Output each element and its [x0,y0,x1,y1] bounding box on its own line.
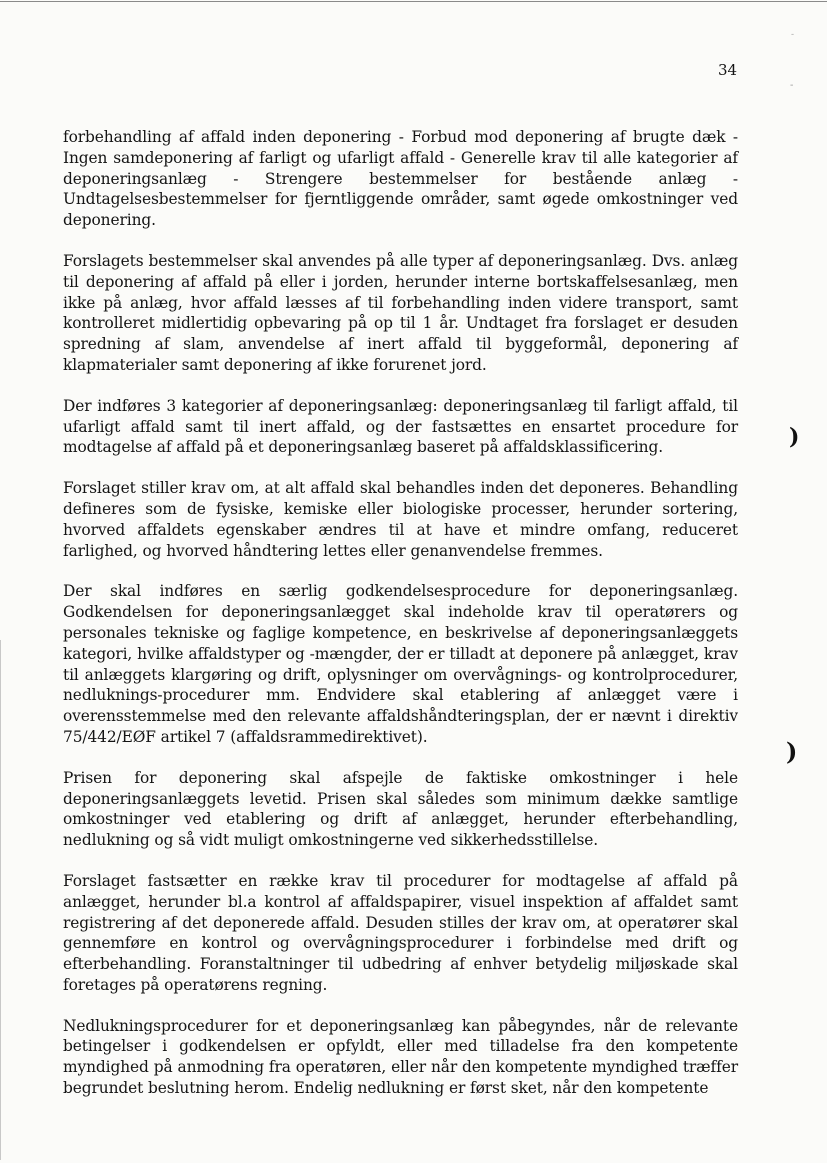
top-edge-rule [0,1,827,2]
paragraph-5: Der skal indføres en særlig godkendelsesprocedure for deponeringsanlæg. Godkendelsen for deponeringsanlægget skal indeholde krav til operatørers og personales tekniske og faglige kompetence, en beskrivelse af deponeringsanlæggets kategori, hvilke affaldstyper og -mængder, der er tilladt at deponere på anlægget, krav til anlæggets klargøring og drift, oplysninger om overvågnings- og kontrolprocedurer, nedluknings-procedurer mm. Endvidere skal etablering af anlægget være i overensstemmelse med den relevante affaldshåndteringsplan, der er nævnt i direktiv 75/442/EØF artikel 7 (affaldsrammedirektivet). [63,582,738,746]
paragraph-6: Prisen for deponering skal afspejle de faktiske omkostninger i hele deponeringsanlæggets levetid. Prisen skal således som minimum dække samtlige omkostninger ved etablering og drift af anlægget, herunder efterbehandling, nedlukning og så vidt muligt omkostningerne ved sikkerhedsstillelse. [63,768,738,850]
paragraph-8: Nedlukningsprocedurer for et deponeringsanlæg kan påbegyndes, når de relevante betingelser i godkendelsen er opfyldt, eller med tilladelse fra den kompetente myndighed på anmodning fra operatøren, eller når den kompetente myndighed træffer begrundet beslutning herom. Endelig nedlukning er først sket, når den kompetente [63,1016,738,1098]
margin-mark: - [790,80,794,91]
margin-mark: ) [789,424,800,450]
document-body [63,127,738,1119]
paragraph-1: forbehandling af affald inden deponering - Forbud mod deponering af brugte dæk - Ingen samdeponering af farligt og ufarligt affald - Generelle krav til alle kategorier af deponeringsanlæg - Strengere bestemmelser for bestående anlæg - Undtagelsesbestemmelser for fjerntliggende områder, samt øgede omkostninger ved deponering. [63,128,738,230]
paragraph-4: Forslaget stiller krav om, at alt affald skal behandles inden det deponeres. Behandling defineres som de fysiske, kemiske eller biologiske processer, herunder sortering, hvorved affaldets egenskaber ændres til at have et mindre omfang, reduceret farlighed, og hvorved håndtering lettes eller genanvendelse fremmes. [63,479,738,560]
page-number: 34 [718,61,738,79]
paragraph-2: Forslagets bestemmelser skal anvendes på alle typer af deponeringsanlæg. Dvs. anlæg til deponering af affald på eller i jorden, herunder interne bortskaffelsesanlæg, men ikke på anlæg, hvor affald læsses af til forbehandling inden videre transport, samt kontrolleret midlertidig opbevaring på op til 1 år. Undtaget fra forslaget er desuden spredning af slam, anvendelse af inert affald til byggeformål, deponering af klapmaterialer samt deponering af ikke forurenet jord. [63,251,738,374]
paragraph-7: Forslaget fastsætter en række krav til procedurer for modtagelse af affald på anlægget, herunder bl.a kontrol af affaldspapirer, visuel inspektion af affaldet samt registrering af det deponerede affald. Desuden stilles der krav om, at operatører skal gennemføre en kontrol og overvågningsprocedurer i forbindelse med drift og efterbehandling. Foranstaltninger til udbedring af enhver betydelig miljøskade skal foretages på operatørens regning. [63,871,738,994]
margin-mark: - [791,30,795,40]
paragraph-3: Der indføres 3 kategorier af deponeringsanlæg: deponeringsanlæg til farligt affald, til ufarligt affald samt til inert affald, og der fastsættes en ensartet procedure for modtagelse af affald på et deponeringsanlæg baseret på affaldsklassificering. [63,396,738,457]
left-edge-rule [0,640,1,1160]
margin-mark: ) [786,737,798,766]
